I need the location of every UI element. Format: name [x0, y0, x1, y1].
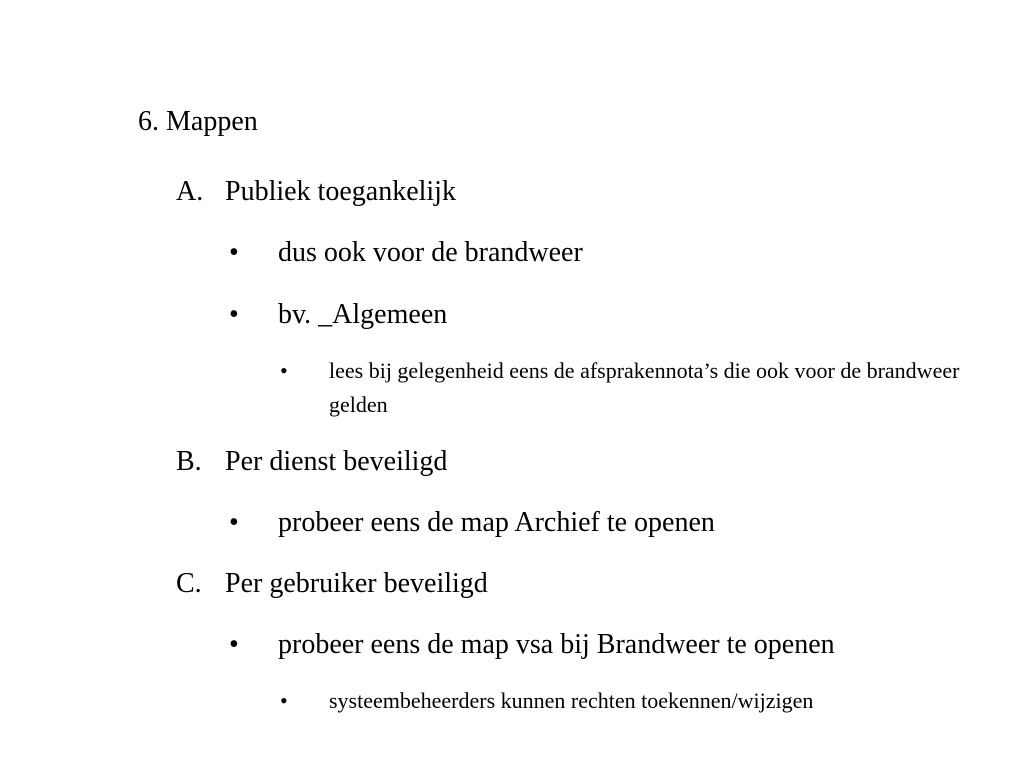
bullet-marker: • [229, 629, 239, 660]
bullet-marker: • [229, 299, 239, 330]
section-label: Per gebruiker beveiligd [225, 568, 488, 599]
section-marker: C. [176, 568, 202, 599]
bullet-text: dus ook voor de brandweer [278, 237, 583, 268]
bullet-text: systeembeheerders kunnen rechten toekennen/wijzigen [329, 688, 814, 713]
bullet-text: lees bij gelegenheid eens de afsprakennota’s die ook voor de brandweer gelden [329, 358, 960, 417]
bullet-marker: • [280, 688, 288, 713]
section-label: Per dienst beveiligd [225, 446, 448, 477]
bullet-marker: • [229, 237, 239, 268]
section-marker: A. [176, 176, 204, 207]
slide-title: 6. Mappen [138, 106, 258, 137]
bullet-text: probeer eens de map Archief te openen [278, 507, 715, 538]
section-marker: B. [176, 446, 202, 477]
bullet-marker: • [280, 358, 288, 383]
bullet-text: bv. _Algemeen [278, 299, 448, 330]
bullet-marker: • [229, 507, 239, 538]
bullet-text: probeer eens de map vsa bij Brandweer te openen [278, 629, 835, 660]
section-label: Publiek toegankelijk [225, 176, 456, 207]
